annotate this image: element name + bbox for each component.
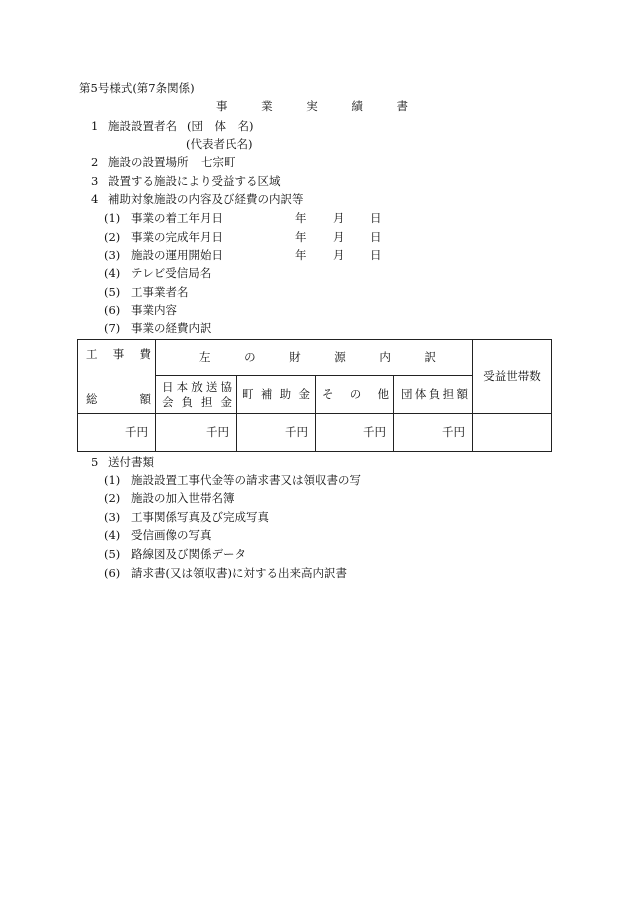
- total-cost-header-top: [86, 347, 151, 362]
- s4-item-number: (2): [104, 229, 121, 244]
- total-cost-header-bottom: [86, 392, 151, 407]
- label-char: 金: [298, 387, 310, 401]
- nhk-share-header-line1: [162, 380, 232, 395]
- s5-item-number: (2): [104, 490, 121, 505]
- table-row: [78, 414, 552, 452]
- total-cost-cell: 千円: [78, 414, 156, 452]
- section-4-label: 補助対象施設の内容及び経費の内訳等: [108, 191, 304, 206]
- date-year-unit: 年: [295, 247, 307, 262]
- label-char: 費: [139, 347, 151, 361]
- town-subsidy-header-cell: [237, 376, 316, 414]
- section-5-label: 送付書類: [108, 454, 154, 469]
- label-char: 源: [334, 350, 346, 364]
- s5-item-label: 施設の加入世帯名簿: [131, 490, 235, 505]
- town-subsidy-cell: 千円: [237, 414, 316, 452]
- total-cost-header: [78, 340, 155, 413]
- group-share-header-cell: [394, 376, 473, 414]
- section-4-number: 4: [91, 191, 99, 206]
- label-char: 補: [260, 387, 273, 401]
- label-char: 体: [414, 387, 427, 401]
- label-char: の: [244, 350, 256, 364]
- s4-item-label: 事業の完成年月日: [131, 229, 223, 244]
- s5-item-number: (5): [104, 546, 121, 561]
- date-day-unit: 日: [370, 229, 382, 244]
- s5-item-label: 受信画像の写真: [131, 527, 212, 542]
- s4-item-number: (3): [104, 247, 121, 262]
- date-year-unit: 年: [295, 210, 307, 225]
- label-char: 送: [205, 379, 218, 394]
- s5-item-number: (3): [104, 509, 121, 524]
- label-char: 財: [289, 350, 301, 364]
- s4-item-label: 事業内容: [131, 302, 177, 317]
- funding-sources-header-cell: [156, 340, 473, 376]
- label-char: 負: [428, 387, 441, 401]
- section-2-number: 2: [91, 154, 99, 169]
- s4-item-number: (5): [104, 284, 121, 299]
- other-header-cell: [316, 376, 394, 414]
- nhk-share-header-cell: [156, 376, 237, 414]
- nhk-share-header-line2: [162, 395, 232, 410]
- label-char: 総: [86, 392, 98, 406]
- label-char: 額: [456, 387, 468, 401]
- label-char: 他: [377, 387, 389, 401]
- group-share-cell: 千円: [394, 414, 473, 452]
- section-3-number: 3: [91, 173, 99, 188]
- label-char: 担: [201, 394, 213, 409]
- s4-item-number: (1): [104, 210, 121, 225]
- town-subsidy-header: [242, 387, 310, 402]
- section-2-label: 施設の設置場所: [108, 154, 189, 169]
- s5-item-label: 路線図及び関係データ: [131, 546, 246, 561]
- funding-sources-header: [199, 350, 436, 365]
- date-day-unit: 日: [370, 247, 382, 262]
- section-1-label: 施設設置者名: [108, 118, 177, 133]
- s4-item-number: (7): [104, 320, 121, 335]
- label-char: 負: [181, 394, 193, 409]
- households-header-cell: [473, 340, 552, 414]
- label-char: 担: [442, 387, 455, 401]
- date-month-unit: 月: [333, 210, 345, 225]
- group-share-header: [401, 387, 468, 402]
- households-header: 受益世帯数: [483, 369, 541, 383]
- s5-item-number: (4): [104, 527, 121, 542]
- label-char: 会: [162, 394, 174, 409]
- date-day-unit: 日: [370, 210, 382, 225]
- label-char: 団: [401, 387, 413, 401]
- label-char: 額: [139, 392, 151, 406]
- date-month-unit: 月: [333, 229, 345, 244]
- s4-item-number: (6): [104, 302, 121, 317]
- label-char: 助: [279, 387, 292, 401]
- label-char: 左: [199, 350, 211, 364]
- label-char: 業: [261, 99, 273, 113]
- label-char: 内: [379, 350, 391, 364]
- other-cell: 千円: [316, 414, 394, 452]
- s5-item-label: 請求書(又は領収書)に対する出来高内訳書: [131, 565, 347, 580]
- s4-item-label: 事業の着工年月日: [131, 210, 223, 225]
- organization-name-label: (団 体 名): [187, 118, 254, 133]
- s4-item-label: テレビ受信局名: [131, 265, 212, 280]
- label-char: 事: [112, 347, 125, 361]
- other-header: [322, 387, 389, 402]
- households-cell: [473, 414, 552, 452]
- section-1-number: 1: [91, 118, 99, 133]
- label-char: 金: [220, 394, 232, 409]
- label-char: 日: [162, 379, 174, 394]
- s5-item-number: (1): [104, 472, 121, 487]
- nhk-share-cell: 千円: [156, 414, 237, 452]
- label-char: 工: [86, 347, 98, 361]
- table-header-row: [78, 340, 552, 376]
- label-char: 事: [216, 99, 228, 113]
- label-char: 本: [176, 379, 189, 394]
- s4-item-label: 施設の運用開始日: [131, 247, 223, 262]
- document-title: [216, 99, 408, 114]
- cost-breakdown-table: [77, 339, 552, 452]
- label-char: 書: [396, 99, 408, 113]
- form-number: 第5号様式(第7条関係): [79, 81, 195, 95]
- label-char: の: [349, 387, 362, 401]
- label-char: そ: [322, 387, 334, 401]
- s5-item-label: 施設設置工事代金等の請求書又は領収書の写: [131, 472, 361, 487]
- label-char: 協: [220, 379, 232, 394]
- total-cost-header-cell: [78, 340, 156, 414]
- label-char: 実: [306, 99, 318, 113]
- section-3-label: 設置する施設により受益する区域: [108, 173, 281, 188]
- s4-item-label: 事業の経費内訳: [131, 320, 212, 335]
- label-char: 訳: [424, 350, 436, 364]
- s4-item-label: 工事業者名: [131, 284, 189, 299]
- label-char: 町: [242, 387, 254, 401]
- date-year-unit: 年: [295, 229, 307, 244]
- s4-item-number: (4): [104, 265, 121, 280]
- section-5-number: 5: [91, 454, 99, 469]
- label-char: 放: [191, 379, 203, 394]
- s5-item-label: 工事関係写真及び完成写真: [131, 509, 269, 524]
- date-month-unit: 月: [333, 247, 345, 262]
- s5-item-number: (6): [104, 565, 121, 580]
- representative-name-label: (代表者氏名): [186, 136, 253, 151]
- label-char: 績: [351, 99, 363, 113]
- installation-location-value: 七宗町: [201, 154, 236, 169]
